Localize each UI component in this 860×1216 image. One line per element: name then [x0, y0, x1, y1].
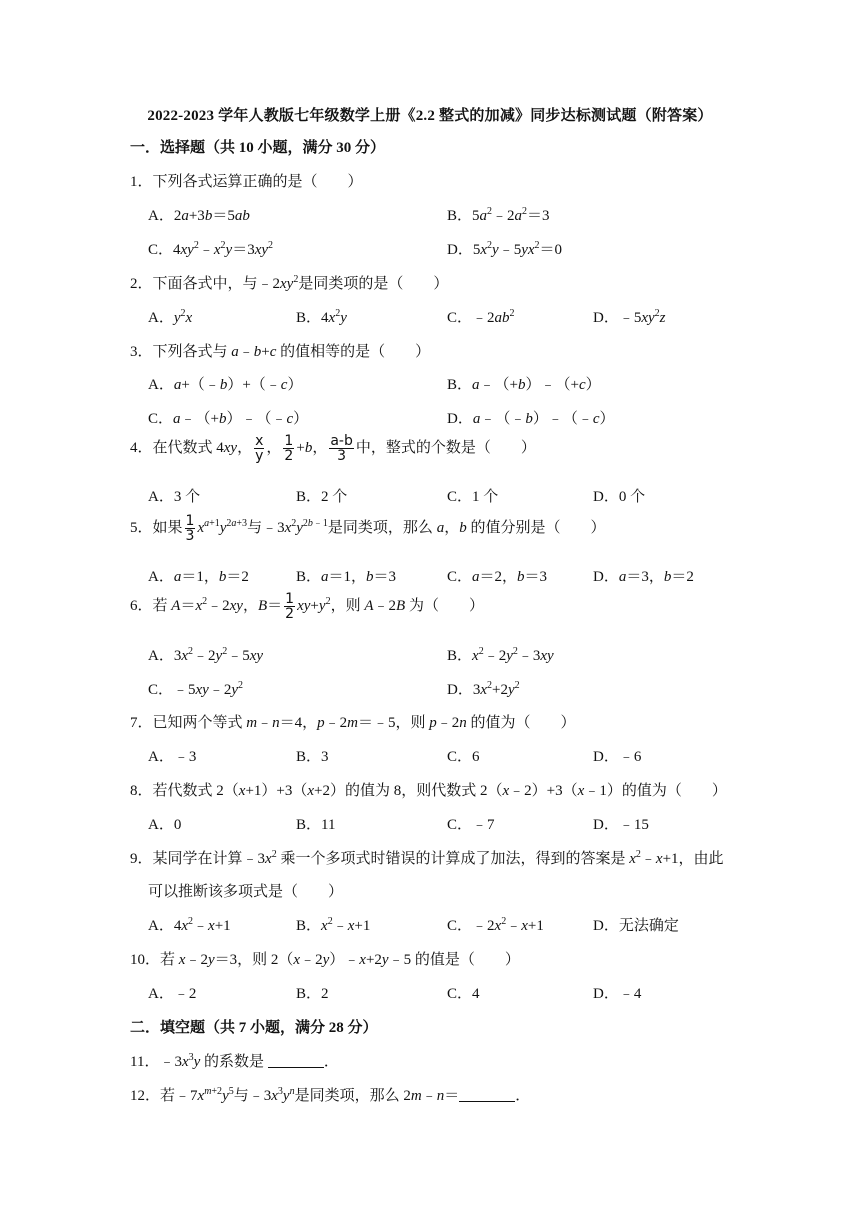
question-11: 11．$﹣3x^3y$ 的系数是 ．	[130, 1052, 339, 1070]
q2-option-c: C．$﹣2ab^2$	[447, 308, 515, 326]
q10-option-d: D．﹣4	[593, 986, 642, 1002]
answer-blank[interactable]	[268, 1055, 324, 1068]
q9-option-b: B．$x^2﹣x+1$	[296, 916, 371, 934]
q8-option-d: D．﹣15	[593, 817, 649, 833]
q2-option-d: D．$﹣5xy^2z$	[593, 308, 666, 326]
q1-option-b: B．$5a^2﹣2a^2=3$	[447, 206, 550, 224]
q8-option-c: C．﹣7	[447, 817, 495, 833]
q3-option-c: C．a﹣（+b）﹣（﹣c）	[148, 411, 309, 427]
q5-option-c: C．a＝2，b＝3	[447, 569, 548, 585]
q1-option-d: D．$5x^2y﹣5yx^2=0$	[447, 240, 563, 258]
q7-option-b: B．3	[296, 749, 329, 765]
q3-option-b: B．a﹣（+b）﹣（+c）	[447, 377, 601, 393]
q8-option-a: A．0	[148, 817, 182, 833]
fraction-x-over-y: $\frac{x}{y}$	[255, 433, 264, 464]
q5-option-d: D．a＝3，b＝2	[593, 569, 694, 585]
q2-option-b: B．$4x^2y$	[296, 308, 347, 326]
q1-option-a: A．2a+3b＝5ab	[148, 208, 250, 224]
q1-option-c: C．$4xy^2﹣x^2y=3xy^2$	[148, 240, 274, 258]
q4-option-a: A．3 个	[148, 489, 201, 505]
q5-option-a: A．a＝1，b＝2	[148, 569, 249, 585]
q6-option-c: C．$﹣5xy﹣2y^2$	[148, 680, 244, 698]
fraction-one-half: $\frac{1}{2}$	[284, 433, 294, 464]
q9-option-c: C．$﹣2x^2﹣x+1$	[447, 916, 544, 934]
q6-option-d: D．$3x^2+2y^2$	[447, 680, 520, 698]
q3-option-a: A．a+（﹣b）+（﹣c）	[148, 377, 303, 393]
q2-option-a: A．$y^2x$	[148, 308, 193, 326]
q9-option-d: D．无法确定	[593, 918, 679, 934]
answer-blank[interactable]	[459, 1089, 515, 1102]
question-6: 6．若 $A=x^2﹣2xy$，B＝ $\frac{1}{2}$ $xy+y^2$，则 A﹣2B 为（ ）	[130, 591, 484, 622]
question-4: 4．在代数式 4xy， $\frac{x}{y}$ ， $\frac{1}{2}$ +b， $\frac{a-b}{3}$ 中，整式的个数是（ ）	[130, 433, 536, 464]
q10-option-b: B．2	[296, 986, 329, 1002]
fraction-one-third: $\frac{1}{3}$	[185, 513, 195, 544]
question-3: 3．下列各式与 a﹣b+c 的值相等的是（ ）	[130, 344, 431, 360]
question-10: 10．若 x﹣2y＝3，则 2（x﹣2y）﹣x+2y﹣5 的值是（ ）	[130, 952, 520, 968]
fraction-one-half-b: $\frac{1}{2}$	[285, 591, 295, 622]
question-2: 2．下面各式中，与$﹣2xy^2$是同类项的是（ ）	[130, 274, 449, 292]
q7-option-a: A．﹣3	[148, 749, 197, 765]
q10-option-c: C．4	[447, 986, 480, 1002]
q4-option-c: C．1 个	[447, 489, 499, 505]
section-choice-heading: 一．选择题（共 10 小题，满分 30 分）	[130, 140, 386, 156]
fraction-a-minus-b-over-3: $\frac{a-b}{3}$	[330, 433, 353, 464]
q10-option-a: A．﹣2	[148, 986, 197, 1002]
question-1: 1．下列各式运算正确的是（ ）	[130, 174, 363, 190]
q3-option-d: D．a﹣（﹣b）﹣（﹣c）	[447, 411, 615, 427]
q6-option-a: A．$3x^2﹣2y^2﹣5xy$	[148, 646, 264, 664]
question-8: 8．若代数式 2（x+1）+3（x+2）的值为 8，则代数式 2（x﹣2）+3（x﹣1）的值为（ ）	[130, 783, 727, 799]
q4-option-d: D．0 个	[593, 489, 646, 505]
question-7: 7．已知两个等式 m﹣n＝4，p﹣2m＝﹣5，则 p﹣2n 的值为（ ）	[130, 715, 576, 731]
question-9-line-1: 9．某同学在计算$﹣3x^2$ 乘一个多项式时错误的计算成了加法，得到的答案是 $x^2﹣x+1$，由此	[130, 849, 724, 867]
q6-option-b: B．$x^2﹣2y^2﹣3xy$	[447, 646, 554, 664]
page-title: 2022-2023 学年人教版七年级数学上册《2.2 整式的加减》同步达标测试题（附答案）	[147, 108, 713, 124]
question-12: 12．若$﹣7x^{m+2}y^5$与$﹣3x^3y^n$是同类项，那么 2m﹣n＝ ．	[130, 1086, 531, 1104]
q5-option-b: B．a＝1，b＝3	[296, 569, 397, 585]
q4-option-b: B．2 个	[296, 489, 348, 505]
q8-option-b: B．11	[296, 817, 336, 833]
question-5: 5．如果 $\frac{1}{3}$ $x^{a+1}y^{2a+3}$与$﹣3x^2y^{2b﹣1}$是同类项，那么 a，b 的值分别是（ ）	[130, 513, 606, 544]
q9-option-a: A．$4x^2﹣x+1$	[148, 916, 231, 934]
question-9-line-2: 可以推断该多项式是（ ）	[148, 884, 344, 900]
section-fill-heading: 二．填空题（共 7 小题，满分 28 分）	[130, 1020, 378, 1036]
q7-option-d: D．﹣6	[593, 749, 642, 765]
q7-option-c: C．6	[447, 749, 480, 765]
